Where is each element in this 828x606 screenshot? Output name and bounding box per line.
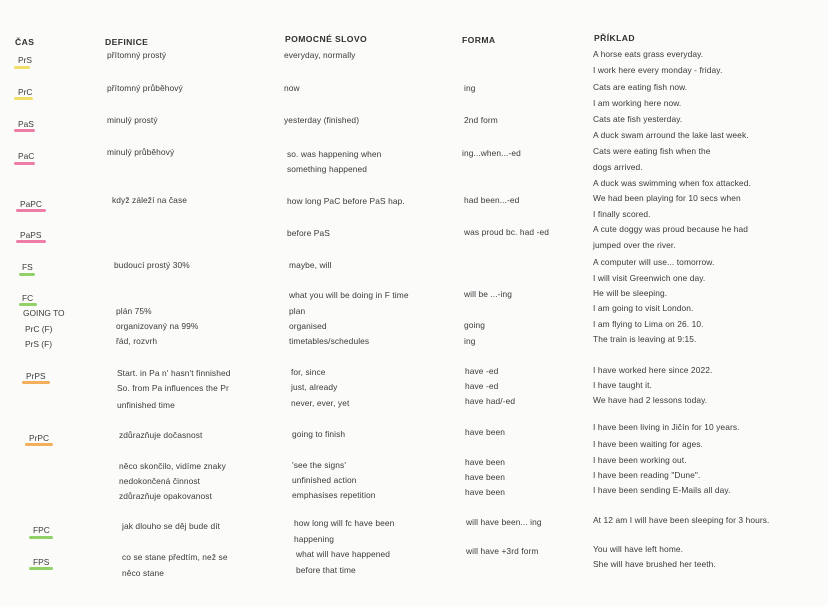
- definice-cell: plán 75%: [116, 306, 152, 316]
- pomocne-cell: for, since: [291, 367, 326, 377]
- header-cas: ČAS: [15, 37, 35, 47]
- pomocne-cell: never, ever, yet: [291, 398, 350, 408]
- pomocne-cell: going to finish: [292, 429, 346, 439]
- forma-cell: have been: [465, 487, 506, 497]
- priklad-cell: I am flying to Lima on 26. 10.: [593, 319, 704, 329]
- pomocne-cell: 'see the signs': [292, 460, 347, 470]
- definice-cell: jak dlouho se děj bude dít: [122, 521, 221, 531]
- definice-cell: unfinished time: [117, 400, 175, 410]
- priklad-cell: You will have left home.: [593, 544, 684, 554]
- priklad-cell: I will visit Greenwich one day.: [593, 273, 706, 283]
- priklad-cell: The train is leaving at 9:15.: [593, 334, 697, 344]
- priklad-cell: jumped over the river.: [593, 240, 676, 250]
- pomocne-cell: what you will be doing in F time: [289, 290, 409, 300]
- tense-sublabel: PrS (F): [25, 339, 52, 349]
- priklad-cell: I have worked here since 2022.: [593, 365, 713, 375]
- priklad-cell: I finally scored.: [593, 209, 651, 219]
- priklad-cell: I have been living in Jičín for 10 years.: [593, 422, 740, 432]
- forma-cell: have -ed: [465, 381, 499, 391]
- pomocne-cell: something happened: [287, 164, 368, 174]
- forma-cell: 2nd form: [464, 115, 498, 125]
- tense-label: PaS: [18, 119, 34, 129]
- pomocne-cell: how long will fc have been: [294, 518, 395, 528]
- priklad-cell: I am going to visit London.: [593, 303, 694, 313]
- tense-label: FPC: [33, 525, 50, 535]
- pomocne-cell: before that time: [296, 565, 356, 575]
- definice-cell: přítomný prostý: [107, 50, 167, 60]
- forma-cell: have been: [465, 427, 506, 437]
- priklad-cell: I have been working out.: [593, 455, 687, 465]
- forma-cell: going: [464, 320, 485, 330]
- forma-cell: will have +3rd form: [466, 546, 539, 556]
- tense-label: PaPC: [20, 199, 42, 209]
- forma-cell: will be ...-ing: [464, 289, 513, 299]
- pomocne-cell: before PaS: [287, 228, 330, 238]
- tense-highlight: [14, 162, 35, 165]
- tense-highlight: [14, 129, 35, 132]
- forma-cell: have had/-ed: [465, 396, 516, 406]
- tense-highlight: [19, 303, 37, 306]
- pomocne-cell: now: [284, 83, 300, 93]
- definice-cell: Start. in Pa n' hasn't finnished: [117, 368, 231, 378]
- priklad-cell: A duck swam arround the lake last week.: [593, 130, 749, 140]
- forma-cell: ing: [464, 336, 476, 346]
- pomocne-cell: just, already: [291, 382, 338, 392]
- priklad-cell: I have been waiting for ages.: [593, 439, 703, 449]
- priklad-cell: At 12 am I will have been sleeping for 3 hours.: [593, 515, 770, 525]
- pomocne-cell: organised: [289, 321, 327, 331]
- priklad-cell: A cute doggy was proud because he had: [593, 224, 749, 234]
- priklad-cell: We had been playing for 10 secs when: [593, 193, 741, 203]
- tense-sublabel: GOING TO: [23, 308, 65, 318]
- pomocne-cell: so. was happening when: [287, 149, 382, 159]
- pomocne-cell: timetables/schedules: [289, 336, 370, 346]
- tense-highlight: [14, 97, 33, 100]
- priklad-cell: Cats ate fish yesterday.: [593, 114, 683, 124]
- forma-cell: ing: [464, 83, 476, 93]
- priklad-cell: I work here every monday - friday.: [593, 65, 723, 75]
- definice-cell: přítomný průběhový: [107, 83, 183, 93]
- priklad-cell: We have had 2 lessons today.: [593, 395, 708, 405]
- definice-cell: budoucí prostý 30%: [114, 260, 190, 270]
- priklad-cell: I have been sending E-Mails all day.: [593, 485, 731, 495]
- tense-label: PaPS: [20, 230, 42, 240]
- definice-cell: zdůrazňuje dočasnost: [119, 430, 203, 440]
- tense-highlight: [25, 443, 53, 446]
- definice-cell: zdůrazňuje opakovanost: [119, 491, 212, 501]
- header-definice: DEFINICE: [105, 37, 149, 47]
- definice-cell: nedokončená činnost: [119, 476, 201, 486]
- header-forma: FORMA: [462, 35, 496, 45]
- definice-cell: řád, rozvrh: [116, 336, 158, 346]
- definice-cell: minulý prostý: [107, 115, 158, 125]
- priklad-cell: A duck was swimming when fox attacked.: [593, 178, 751, 188]
- pomocne-cell: everyday, normally: [284, 50, 356, 60]
- pomocne-cell: what will have happened: [296, 549, 391, 559]
- tense-highlight: [14, 66, 30, 69]
- priklad-cell: Cats were eating fish when the: [593, 146, 711, 156]
- definice-cell: co se stane předtím, než se: [122, 552, 228, 562]
- definice-cell: So. from Pa influences the Pr: [117, 383, 229, 393]
- priklad-cell: I am working here now.: [593, 98, 682, 108]
- tense-label: PrPC: [29, 433, 50, 443]
- tense-label: PrPS: [26, 371, 46, 381]
- tense-label: PaC: [18, 151, 35, 161]
- forma-cell: had been...-ed: [464, 195, 520, 205]
- tense-highlight: [16, 209, 46, 212]
- tense-highlight: [29, 536, 53, 539]
- definice-cell: minulý průběhový: [107, 147, 175, 157]
- pomocne-cell: happening: [294, 534, 335, 544]
- pomocne-cell: unfinished action: [292, 475, 357, 485]
- priklad-cell: dogs arrived.: [593, 162, 643, 172]
- header-priklad: PŘÍKLAD: [594, 33, 635, 43]
- tense-highlight: [19, 273, 35, 276]
- header-pomocne: POMOCNÉ SLOVO: [285, 34, 368, 44]
- pomocne-cell: how long PaC before PaS hap.: [287, 196, 405, 206]
- tense-label: PrS: [18, 55, 32, 65]
- forma-cell: was proud bc. had -ed: [464, 227, 549, 237]
- tense-highlight: [16, 240, 46, 243]
- pomocne-cell: plan: [289, 306, 306, 316]
- priklad-cell: I have taught it.: [593, 380, 652, 390]
- pomocne-cell: emphasises repetition: [292, 490, 376, 500]
- forma-cell: have been: [465, 457, 506, 467]
- priklad-cell: He will be sleeping.: [593, 288, 668, 298]
- tense-highlight: [29, 567, 53, 570]
- definice-cell: něco stane: [122, 568, 164, 578]
- priklad-cell: I have been reading "Dune".: [593, 470, 701, 480]
- priklad-cell: Cats are eating fish now.: [593, 82, 688, 92]
- forma-cell: ing...when...-ed: [462, 148, 521, 158]
- priklad-cell: She will have brushed her teeth.: [593, 559, 716, 569]
- pomocne-cell: maybe, will: [289, 260, 332, 270]
- definice-cell: organizovaný na 99%: [116, 321, 199, 331]
- tense-label: FS: [22, 262, 33, 272]
- forma-cell: will have been... ing: [466, 517, 542, 527]
- tense-highlight: [22, 381, 50, 384]
- forma-cell: have -ed: [465, 366, 499, 376]
- tense-label: FPS: [33, 557, 50, 567]
- pomocne-cell: yesterday (finished): [284, 115, 360, 125]
- tense-label: PrC: [18, 87, 33, 97]
- forma-cell: have been: [465, 472, 506, 482]
- definice-cell: když záleží na čase: [112, 195, 187, 205]
- definice-cell: něco skončilo, vidíme znaky: [119, 461, 226, 471]
- tense-label: FC: [22, 293, 34, 303]
- priklad-cell: A computer will use... tomorrow.: [593, 257, 715, 267]
- tense-sublabel: PrC (F): [25, 324, 53, 334]
- priklad-cell: A horse eats grass everyday.: [593, 49, 704, 59]
